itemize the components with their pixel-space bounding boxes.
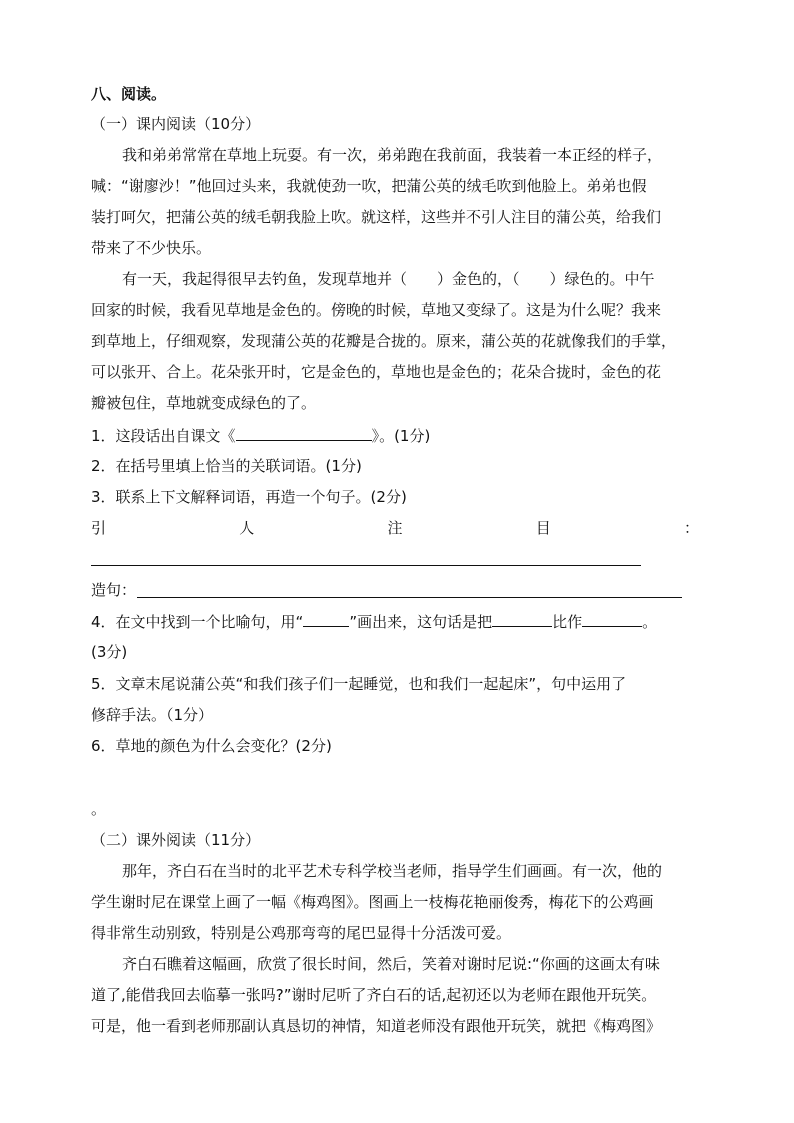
q4-blank-object[interactable] [582,611,642,627]
q4-text-compare: 比作 [552,613,583,631]
q1-answer-blank[interactable] [236,425,372,441]
question-5-cont: 修辞手法。（1分） [91,706,214,724]
q1-title-close: 》 [371,427,380,445]
q3-term-char: ： [683,519,699,537]
q3-sentence-label: 造句： [91,581,137,599]
question-6: 6．草地的颜色为什么会变化？(2分) [91,737,332,755]
q3-explanation-answer-line[interactable] [91,565,641,566]
q4-blank-subject[interactable] [492,611,552,627]
part1-p1-line: 喊：“谢廖沙！”他回过头来，我就使劲一吹，把蒲公英的绒毛吹到他脸上。弟弟也假 [91,177,647,195]
q3-term-row [91,518,699,538]
part2-p2-line: 齐白石瞧着这幅画，欣赏了很长时间，然后，笑着对谢时尼说:“你画的这画太有味 [122,955,660,973]
part1-p1-line: 带来了不少快乐。 [91,239,212,257]
part2-p1-line: 那年，齐白石在当时的北平艺术专科学校当老师，指导学生们画画。有一次，他的 [122,862,663,880]
q3-sentence-answer-line[interactable] [137,597,682,598]
question-4 [91,611,657,632]
q3-sentence-row [91,580,136,600]
part1-p2-line: 有一天，我起得很早去钓鱼，发现草地并（ ）金色的，（ ）绿色的。中午 [122,270,655,288]
part2-p2-line: 可是，他一看到老师那副认真恳切的神情，知道老师没有跟他开玩笑，就把《梅鸡图》 [91,1017,662,1035]
q3-term-char: 目 [535,519,551,537]
part1-p2-line: 瓣被包住，草地就变成绿色的了。 [91,394,317,412]
part1-p1-line: 我和弟弟常常在草地上玩耍。有一次，弟弟跑在我前面，我装着一本正经的样子， [122,146,663,164]
q1-score: 。(1分) [379,427,431,445]
part1-p2-line: 回家的时候，我看见草地是金色的。傍晚的时候，草地又变绿了。这是为什么呢？我来 [91,301,662,319]
q4-text-end: 。 [642,613,658,631]
q1-title-open: 《 [220,427,236,445]
part2-p2-line: 道了,能借我回去临摹一张吗?”谢时尼听了齐白石的话,起初还以为老师在跟他开玩笑。 [91,986,657,1004]
q4-score: (3分) [91,643,128,661]
question-3: 3．联系上下文解释词语，再造一个句子。(2分) [91,488,407,506]
part1-p1-line: 装打呵欠，把蒲公英的绒毛朝我脸上吹。就这样，这些并不引人注目的蒲公英，给我们 [91,208,662,226]
part1-title: （一）课内阅读（10分） [91,115,261,133]
part2-p1-line: 学生谢时尼在课堂上画了一幅《梅鸡图》。图画上一枝梅花艳丽俊秀，梅花下的公鸡画 [91,893,654,911]
q3-term-char: 注 [387,519,403,537]
q6-answer-mark[interactable]: 。 [91,800,107,818]
part2-title: （二）课外阅读（11分） [91,831,261,849]
part2-p1-line: 得非常生动别致，特别是公鸡那弯弯的尾巴显得十分活泼可爱。 [91,924,512,942]
q4-underline-sample [303,611,349,627]
q3-term-char: 人 [239,519,255,537]
q4-text: 4．在文中找到一个比喻句，用“ [91,613,304,631]
question-1 [91,425,430,446]
q4-text-mid: ”画出来，这句话是把 [349,613,493,631]
question-5: 5．文章末尾说蒲公英“和我们孩子们一起睡觉，也和我们一起起床”，句中运用了 [91,675,627,693]
part1-p2-line: 到草地上，仔细观察，发现蒲公英的花瓣是合拢的。原来，蒲公英的花就像我们的手掌， [91,332,677,350]
section-heading: 八、阅读。 [91,85,167,103]
question-2: 2．在括号里填上恰当的关联词语。(1分) [91,457,362,475]
part1-p2-line: 可以张开、合上。花朵张开时，它是金色的，草地也是金色的；花朵合拢时，金色的花 [91,363,662,381]
q1-text: 1．这段话出自课文 [91,427,221,445]
q3-term-char: 引 [91,519,107,537]
